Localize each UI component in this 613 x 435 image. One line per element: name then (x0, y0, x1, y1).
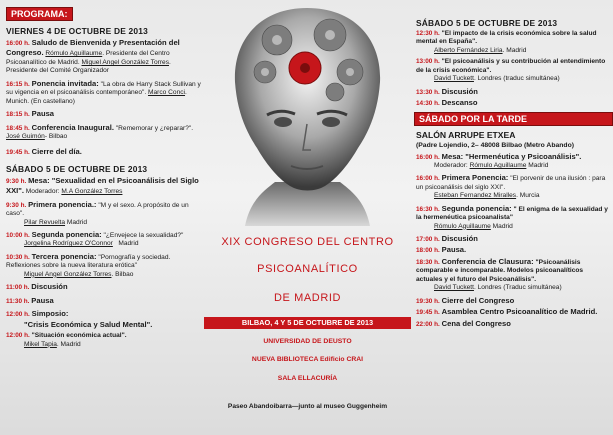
speaker-name: Mikel Tapia (24, 340, 57, 348)
speaker-name: Alberto Fernández Liria (434, 46, 503, 54)
venue-line3: SALA ELLACURÍA (277, 375, 338, 382)
item-text: Madrid (492, 222, 513, 230)
item-text: "M y el sexo. A propósito de un caso". (6, 201, 189, 218)
item-time: 22:00 h. (416, 320, 440, 328)
program-item (6, 109, 201, 119)
item-title: Segunda ponencia: (441, 203, 512, 213)
day1-heading: VIERNES 4 DE OCTUBRE DE 2013 (6, 26, 148, 36)
item-title: Pausa. (441, 245, 467, 255)
item-time: 16:30 h. (416, 205, 440, 213)
item-time: 18:45 h. (6, 124, 30, 132)
item-time: 18:00 h. (416, 247, 440, 255)
speaker-name: Miguel Angel González Torres (81, 58, 169, 66)
speaker-name: Rómulo Aguillaume (434, 222, 491, 230)
item-text: . Madrid (502, 46, 527, 54)
program-item (416, 257, 610, 293)
program-item (6, 147, 201, 157)
speaker-name: David Tuckett (434, 284, 474, 292)
item-text: Moderador: (434, 161, 468, 169)
item-time: 19:45 h. (6, 149, 30, 157)
program-item (6, 296, 201, 306)
item-text: . Londres (Traduc simultánea) (473, 284, 562, 292)
item-title: Discusión (441, 234, 478, 243)
item-text: "Rememorar y ¿reparar?". (115, 124, 194, 132)
item-title: Simposio: (31, 309, 69, 319)
item-time: 9:30 h. (6, 177, 27, 185)
item-time: 11:30 h. (6, 297, 30, 305)
item-time: 11:00 h. (6, 284, 30, 292)
speaker-name: Rómulo Aguillaume (469, 161, 527, 169)
item-title: Ponencia invitada: (31, 78, 99, 88)
program-item (6, 38, 201, 76)
item-text: . Presidente del Comité Organizador (6, 58, 171, 75)
program-item (6, 176, 201, 197)
program-item (416, 58, 610, 83)
item-title: Saludo de Bienvenida y Presentación del Congreso. (6, 38, 180, 58)
speaker-name: Jorgelina Rodríguez O'Connor (24, 240, 113, 248)
item-text: . Presidente del Centro Psicoanalítico de Madrid. (6, 50, 170, 66)
speaker-name: M.A González Torres (61, 188, 123, 196)
item-text: "El porvenir de una ilusión : para un psicoanálisis del siglo XXI". (416, 175, 606, 191)
afternoon-address: (Padre Lojendio, 2– 48008 Bilbao (Metro Abando) (416, 141, 574, 149)
item-text: . Londres (traduc simultánea) (473, 75, 560, 83)
program-item (416, 245, 610, 255)
program-item (416, 204, 610, 231)
item-time: 19:45 h. (416, 309, 440, 317)
congress-title-line1: XIX CONGRESO DEL CENTRO (221, 236, 394, 248)
item-text: "Situación económica actual". (31, 332, 127, 340)
item-text: Madrid (118, 240, 139, 248)
item-title: Mesa: "Sexualidad en el Psicoanálisis del Siglo XXI". (6, 175, 199, 196)
speaker-name: Rómulo Aguillaume (45, 50, 103, 58)
program-item (6, 282, 201, 292)
item-time: 16:15 h. (6, 80, 30, 88)
item-title: Cierre del Congreso (441, 295, 515, 305)
item-time: 16:00 h. (416, 153, 440, 161)
program-item (416, 296, 610, 306)
item-text: . Munich. (En castellano) (6, 89, 187, 105)
item-text: Moderador: (25, 188, 60, 196)
item-text: "¿Envejece la sexualidad?" (103, 232, 184, 239)
program-item (6, 332, 201, 349)
item-title: Segunda ponencia: (31, 230, 102, 239)
item-text: "Pornografía y sociedad. Reflexiones sobre la nueva literatura erótica" (6, 253, 171, 270)
program-item (416, 173, 610, 200)
item-title: Pausa (31, 109, 55, 119)
item-title: Conferencia de Clausura: (441, 256, 534, 266)
congress-title-line3: DE MADRID (273, 292, 342, 304)
item-time: 16:00 h. (6, 40, 30, 47)
program-item (416, 152, 610, 171)
item-text: . Bilbao (111, 270, 134, 278)
item-text: "Crisis Económica y Salud Mental". (24, 319, 153, 329)
afternoon-place: SALÓN ARRUPE ETXEA (416, 129, 516, 140)
item-time: 12:00 h. (6, 332, 30, 340)
program-item (6, 252, 201, 279)
item-title: Cierre del día. (31, 147, 82, 157)
item-text: " El enigma de la sexualidad y la hermenéutica psicoanalista" (416, 205, 608, 222)
day2-heading: SÁBADO 5 DE OCTUBRE DE 2013 (6, 163, 148, 174)
item-time: 10:00 h. (6, 232, 30, 239)
speaker-name: Esteban Fernandez Miralles (434, 192, 517, 200)
head-illustration (205, 0, 410, 226)
item-time: 16:00 h. (416, 175, 440, 183)
item-title: Discusión (31, 282, 68, 292)
item-title: Pausa (31, 295, 54, 305)
venue-address: Paseo Abandoibarra—junto al museo Guggenheim (227, 403, 388, 410)
item-text: Madrid (66, 218, 88, 226)
item-text: . Madrid (56, 340, 81, 348)
item-text: "El psicoanálisis y su contribución al entendimiento de la crisis económica". (416, 58, 606, 74)
program-banner: PROGRAMA: (6, 7, 73, 21)
item-title: Primera Ponencia: (441, 173, 509, 183)
speaker-name: José Guimón (6, 132, 45, 140)
item-text: - Bilbao (44, 132, 68, 140)
item-title: Tercera ponencia: (31, 251, 97, 261)
speaker-name: Miguel Angel González Torres (24, 270, 112, 278)
item-text: "El impacto de la crisis económica sobre la salud mental en España". (416, 30, 597, 46)
program-item (416, 87, 610, 97)
item-text: Madrid (528, 161, 549, 169)
item-time: 18:30 h. (416, 258, 440, 266)
program-item (6, 200, 201, 227)
right-day-heading: SÁBADO 5 DE OCTUBRE DE 2013 (416, 18, 558, 28)
venue-line2: NUEVA BIBLIOTECA Edificio CRAI (251, 356, 364, 363)
afternoon-banner: SÁBADO POR LA TARDE (414, 112, 613, 126)
venue-line1: UNIVERSIDAD DE DEUSTO (263, 338, 352, 345)
program-item (416, 234, 610, 244)
item-time: 13:30 h. (416, 88, 440, 96)
speaker-name: David Tuckett (434, 75, 474, 83)
program-item (416, 98, 610, 108)
item-time: 18:15 h. (6, 111, 30, 119)
item-time: 12:00 h. (6, 311, 30, 319)
item-title: Mesa: "Hermenéutica y Psicoanálisis". (441, 151, 582, 161)
item-title: Descanso (441, 98, 478, 108)
item-title: Asamblea Centro Psicoanalítico de Madrid. (441, 307, 598, 317)
item-text: "Psicoanálisis comparable e incomparable. Modelos psicoanalíticos actuales y el futuro del Psicoanálisis". (416, 258, 584, 283)
program-item (6, 230, 201, 249)
item-title: Discusión (441, 86, 478, 96)
item-title: Conferencia Inaugural. (31, 122, 114, 132)
item-time: 9:30 h. (6, 201, 27, 209)
program-item (6, 123, 201, 142)
program-item (6, 79, 201, 106)
item-title: Cena del Congreso (441, 318, 511, 328)
program-item (6, 309, 201, 329)
program-item (416, 319, 610, 329)
program-item (416, 30, 610, 55)
item-title: Primera ponencia.: (28, 199, 97, 209)
right-column (410, 0, 613, 332)
item-text: "La obra de Harry Stack Sullivan y su vigencia en el psicoanálisis contemporáneo". (6, 80, 201, 97)
program-item (416, 307, 610, 317)
item-time: 17:00 h. (416, 236, 440, 243)
item-time: 19:30 h. (416, 297, 440, 305)
item-text: . Murcia (516, 192, 540, 200)
congress-title-line2: PSICOANALÍTICO (257, 263, 358, 275)
item-time: 14:30 h. (416, 100, 440, 108)
speaker-name: Pilar Revuelta (24, 218, 66, 226)
gear-head-icon (205, 0, 410, 226)
speaker-name: Marco Conci (148, 89, 186, 97)
left-column (0, 0, 205, 352)
item-time: 13:00 h. (416, 58, 440, 66)
item-time: 12:30 h. (416, 30, 440, 37)
date-bar: BILBAO, 4 Y 5 DE OCTUBRE DE 2013 (204, 317, 411, 329)
item-time: 10:30 h. (6, 253, 30, 261)
